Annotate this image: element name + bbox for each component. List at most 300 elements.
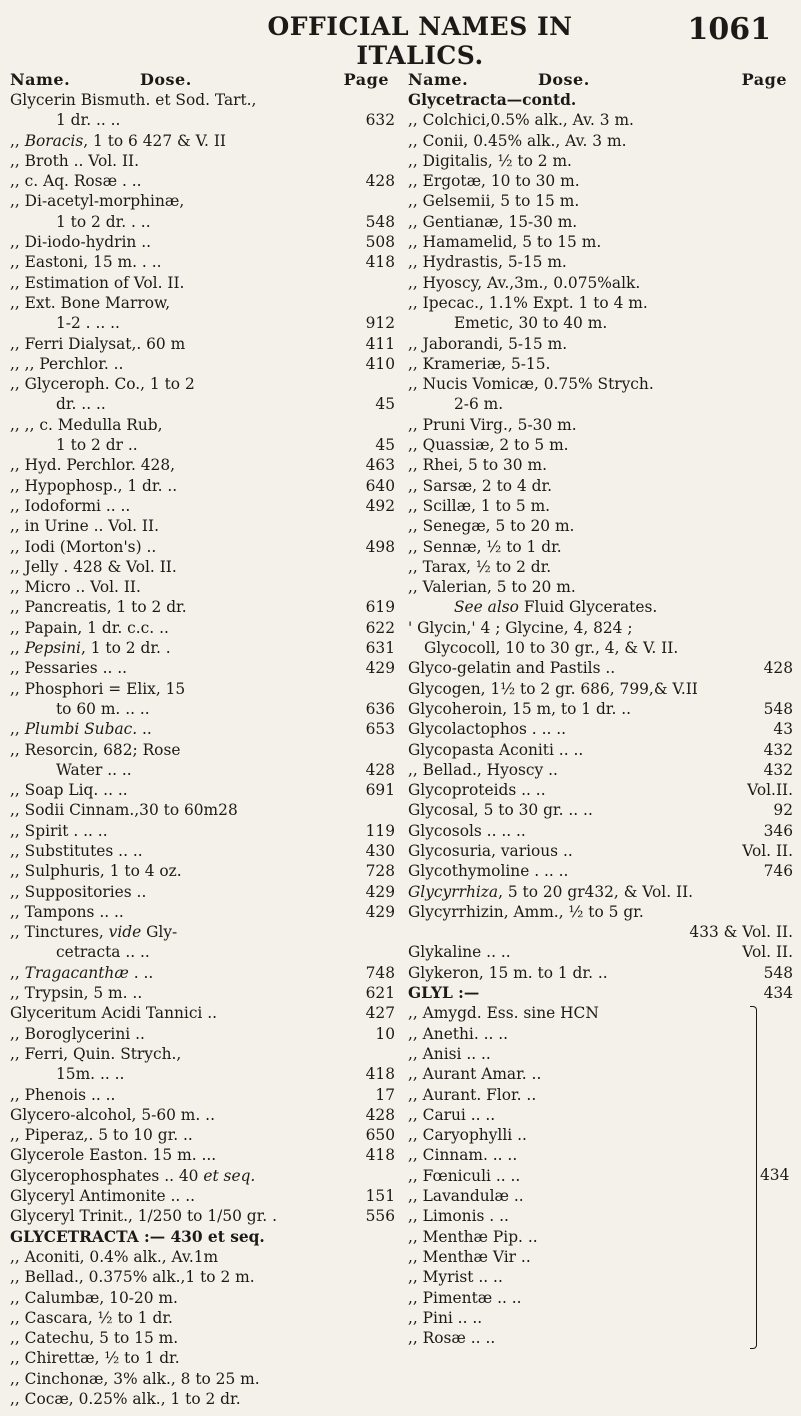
entry-page: 556 bbox=[365, 1207, 395, 1226]
entry-text: ,, Spirit . .. .. bbox=[10, 821, 108, 840]
entry-text: ' Glycin,' 4 ; Glycine, 4, 824 ; bbox=[408, 618, 633, 637]
entry-text: ,, Ergotæ, 10 to 30 m. bbox=[408, 172, 580, 191]
index-entry bbox=[408, 963, 793, 983]
entry-page: 411 bbox=[365, 334, 395, 353]
entry-text: Glycosols .. .. .. bbox=[408, 821, 526, 840]
entry-page: 346 bbox=[763, 821, 793, 840]
right-entries bbox=[408, 90, 793, 1348]
entry-text: ,, Myrist .. .. bbox=[408, 1268, 503, 1287]
entry-text: Glycyrrhiza, 5 to 20 gr432, & Vol. II. bbox=[408, 882, 694, 901]
index-entry bbox=[10, 679, 395, 699]
entry-page: Vol.II. bbox=[747, 781, 793, 800]
entry-text: ,, Colchici,0.5% alk., Av. 3 m. bbox=[408, 111, 634, 130]
index-entry bbox=[408, 699, 793, 719]
index-entry bbox=[10, 699, 395, 719]
entry-page: 428 bbox=[365, 760, 395, 779]
entry-text: Glycoheroin, 15 m, to 1 dr. .. bbox=[408, 699, 632, 718]
entry-text: Glyceryl Trinit., 1/250 to 1/50 gr. . bbox=[10, 1207, 277, 1226]
italic-name: See also bbox=[454, 598, 519, 617]
entry-text: See also Fluid Glycerates. bbox=[454, 598, 658, 617]
entry-text: ,, in Urine .. Vol. II. bbox=[10, 517, 159, 536]
index-entry bbox=[408, 334, 793, 354]
index-entry bbox=[408, 1227, 793, 1247]
entry-text: ,, ,, Perchlor. .. bbox=[10, 354, 124, 373]
index-entry bbox=[10, 1206, 395, 1226]
index-entry bbox=[408, 1308, 793, 1328]
entry-text: ,, Pruni Virg., 5-30 m. bbox=[408, 415, 577, 434]
entry-text: ,, Tampons .. .. bbox=[10, 902, 124, 921]
entry-text: ,, Suppositories .. bbox=[10, 882, 147, 901]
index-entry bbox=[10, 1044, 395, 1064]
left-column bbox=[10, 70, 395, 1409]
index-entry bbox=[10, 1308, 395, 1328]
index-entry bbox=[408, 577, 793, 597]
italic-name: Pepsini bbox=[24, 639, 81, 658]
index-entry bbox=[10, 110, 395, 130]
glyl-bracket-page: 434 bbox=[760, 1165, 790, 1184]
index-entry bbox=[10, 618, 395, 638]
entry-page: 640 bbox=[365, 476, 395, 495]
entry-page: 434 bbox=[763, 984, 793, 1003]
entry-text: ,, Cascara, ½ to 1 dr. bbox=[10, 1308, 173, 1327]
page-number: 1061 bbox=[687, 12, 771, 47]
entry-text: ,, Nucis Vomicæ, 0.75% Strych. bbox=[408, 375, 654, 394]
index-entry bbox=[10, 942, 395, 962]
index-entry bbox=[10, 861, 395, 881]
entry-text: ,, Limonis . .. bbox=[408, 1207, 509, 1226]
index-entry bbox=[408, 273, 793, 293]
entry-text: ,, Rosæ .. .. bbox=[408, 1329, 496, 1348]
entry-text: 1 to 2 dr. . .. bbox=[56, 212, 151, 231]
entry-text: ,, Aurant Amar. .. bbox=[408, 1065, 542, 1084]
index-entry bbox=[408, 638, 793, 658]
entry-text: Glycyrrhizin, Amm., ½ to 5 gr. bbox=[408, 902, 644, 921]
entry-text: ,, Senegæ, 5 to 20 m. bbox=[408, 517, 575, 536]
entry-text: ,, Micro .. Vol. II. bbox=[10, 578, 141, 597]
entry-text: ,, Rhei, 5 to 30 m. bbox=[408, 456, 547, 475]
index-entry bbox=[10, 151, 395, 171]
entry-text: Glycerophosphates .. 40 et seq. bbox=[10, 1166, 256, 1185]
entry-text: ,, Pessaries .. .. bbox=[10, 659, 128, 678]
entry-text: ,, Pimentæ .. .. bbox=[408, 1288, 522, 1307]
entry-page: 636 bbox=[365, 699, 395, 718]
entry-text: Emetic, 30 to 40 m. bbox=[454, 314, 608, 333]
entry-text: ,, Tarax, ½ to 2 dr. bbox=[408, 557, 552, 576]
entry-text: Glycolactophos . .. .. bbox=[408, 720, 567, 739]
index-entry bbox=[10, 476, 395, 496]
index-entry bbox=[10, 1328, 395, 1348]
glyl-bracket bbox=[750, 1006, 757, 1349]
entry-text: ,, Pancreatis, 1 to 2 dr. bbox=[10, 598, 187, 617]
entry-text: ,, Boracis, 1 to 6 427 & V. II bbox=[10, 131, 226, 150]
entry-text: ,, Estimation of Vol. II. bbox=[10, 273, 185, 292]
entry-page: Vol. II. bbox=[742, 841, 793, 860]
index-entry bbox=[10, 1105, 395, 1125]
index-entry bbox=[10, 1288, 395, 1308]
index-entry bbox=[10, 374, 395, 394]
entry-text: ,, c. Aq. Rosæ . .. bbox=[10, 172, 142, 191]
entry-page: 429 bbox=[365, 902, 395, 921]
entry-text: GLYL :— bbox=[408, 984, 480, 1003]
index-entry bbox=[408, 394, 793, 414]
entry-page: 17 bbox=[375, 1085, 395, 1104]
entry-text: Glycero-alcohol, 5-60 m. .. bbox=[10, 1105, 215, 1124]
index-entry bbox=[408, 597, 793, 617]
index-entry bbox=[10, 90, 395, 110]
entry-text: GLYCETRACTA :— 430 et seq. bbox=[10, 1227, 265, 1246]
entry-text: dr. .. .. bbox=[56, 395, 106, 414]
entry-text: ,, Sodii Cinnam.,30 to 60m28 bbox=[10, 801, 238, 820]
entry-text: Glycoproteids .. .. bbox=[408, 781, 546, 800]
index-entry bbox=[408, 516, 793, 536]
entry-text: ,, Lavandulæ .. bbox=[408, 1187, 524, 1206]
entry-page: 10 bbox=[375, 1024, 395, 1043]
index-entry bbox=[10, 740, 395, 760]
entry-page: 650 bbox=[365, 1126, 395, 1145]
entry-text: ,, Soap Liq. .. .. bbox=[10, 781, 128, 800]
index-entry bbox=[408, 110, 793, 130]
entry-text: ,, Sennæ, ½ to 1 dr. bbox=[408, 537, 562, 556]
entry-page: 151 bbox=[365, 1187, 395, 1206]
index-entry bbox=[10, 273, 395, 293]
index-entry bbox=[10, 780, 395, 800]
entry-text: ,, Hamamelid, 5 to 15 m. bbox=[408, 233, 602, 252]
entry-page: 428 bbox=[763, 659, 793, 678]
entry-page: 418 bbox=[365, 253, 395, 272]
entry-text: ,, Piperaz,. 5 to 10 gr. .. bbox=[10, 1126, 193, 1145]
index-entry bbox=[10, 557, 395, 577]
italic-name: Glycyrrhiza bbox=[408, 882, 499, 901]
index-entry bbox=[10, 537, 395, 557]
italic-name: Tragacanthæ bbox=[24, 963, 129, 982]
index-entry bbox=[408, 1186, 793, 1206]
index-entry bbox=[408, 191, 793, 211]
index-entry bbox=[408, 1247, 793, 1267]
index-entry bbox=[408, 922, 793, 942]
entry-text: ,, Krameriæ, 5-15. bbox=[408, 354, 551, 373]
entry-text: to 60 m. .. .. bbox=[56, 699, 150, 718]
index-entry bbox=[10, 821, 395, 841]
entry-text: 15m. .. .. bbox=[56, 1065, 125, 1084]
index-entry bbox=[10, 435, 395, 455]
index-entry bbox=[408, 1024, 793, 1044]
entry-text: ,, Plumbi Subac. .. bbox=[10, 720, 152, 739]
index-entry bbox=[408, 354, 793, 374]
index-entry bbox=[408, 537, 793, 557]
entry-text: ,, Cinchonæ, 3% alk., 8 to 25 m. bbox=[10, 1369, 260, 1388]
entry-page: 548 bbox=[763, 699, 793, 718]
entry-page: Vol. II. bbox=[742, 943, 793, 962]
entry-text: ,, Pini .. .. bbox=[408, 1308, 483, 1327]
index-entry bbox=[10, 516, 395, 536]
entry-text: ,, Pepsini, 1 to 2 dr. . bbox=[10, 639, 171, 658]
italic-name: et seq. bbox=[203, 1166, 256, 1185]
index-entry bbox=[408, 496, 793, 516]
index-entry bbox=[10, 232, 395, 252]
index-entry bbox=[408, 313, 793, 333]
entry-text: ,, Hyoscy, Av.,3m., 0.075%alk. bbox=[408, 273, 641, 292]
index-entry bbox=[408, 131, 793, 151]
entry-text: ,, Tragacanthæ . .. bbox=[10, 963, 154, 982]
entry-text: Glycosuria, various .. bbox=[408, 841, 573, 860]
entry-text: 1 dr. .. .. bbox=[56, 111, 121, 130]
index-entry bbox=[10, 638, 395, 658]
entry-text: ,, Tinctures, vide Gly- bbox=[10, 923, 178, 942]
header-dose: Dose. bbox=[140, 70, 192, 89]
column-header bbox=[408, 70, 793, 90]
column-header bbox=[10, 70, 395, 90]
index-entry bbox=[408, 1288, 793, 1308]
entry-text: ,, Di-iodo-hydrin .. bbox=[10, 233, 151, 252]
entry-text: ,, Phosphori = Elix, 15 bbox=[10, 679, 186, 698]
entry-page: 428 bbox=[365, 1105, 395, 1124]
entry-text: ,, Chirettæ, ½ to 1 dr. bbox=[10, 1349, 180, 1368]
index-entry bbox=[10, 963, 395, 983]
entry-text: ,, Conii, 0.45% alk., Av. 3 m. bbox=[408, 131, 627, 150]
entry-text: ,, Broth .. Vol. II. bbox=[10, 151, 140, 170]
index-entry bbox=[408, 1145, 793, 1165]
entry-page: 45 bbox=[375, 436, 395, 455]
entry-page: 432 bbox=[763, 760, 793, 779]
entry-text: ,, Iodi (Morton's) .. bbox=[10, 537, 157, 556]
index-entry bbox=[408, 1105, 793, 1125]
header-dose: Dose. bbox=[538, 70, 590, 89]
index-entry bbox=[408, 618, 793, 638]
entry-text: Glykeron, 15 m. to 1 dr. .. bbox=[408, 963, 608, 982]
entry-text: ,, Anethi. .. .. bbox=[408, 1024, 509, 1043]
entry-text: ,, Eastoni, 15 m. . .. bbox=[10, 253, 162, 272]
index-entry bbox=[408, 658, 793, 678]
index-entry bbox=[408, 90, 793, 110]
entry-page: 410 bbox=[365, 354, 395, 373]
entry-page: 748 bbox=[365, 963, 395, 982]
entry-text: ,, Ext. Bone Marrow, bbox=[10, 293, 171, 312]
entry-text: ,, Bellad., Hyoscy .. bbox=[408, 760, 558, 779]
entry-text: ,, Cinnam. .. .. bbox=[408, 1146, 518, 1165]
entry-text: Glycerole Easton. 15 m. ... bbox=[10, 1146, 217, 1165]
entry-text: ,, ,, c. Medulla Rub, bbox=[10, 415, 163, 434]
entry-text: ,, Sarsæ, 2 to 4 dr. bbox=[408, 476, 553, 495]
index-entry bbox=[10, 1267, 395, 1287]
index-entry bbox=[408, 1267, 793, 1287]
entry-page: 653 bbox=[365, 720, 395, 739]
index-entry bbox=[408, 151, 793, 171]
entry-text: Glycothymoline . .. .. bbox=[408, 862, 569, 881]
entry-page: 492 bbox=[365, 496, 395, 515]
entry-page: 432 bbox=[763, 740, 793, 759]
entry-text: Glycogen, 1½ to 2 gr. 686, 799,& V.II bbox=[408, 679, 698, 698]
index-entry bbox=[10, 760, 395, 780]
index-entry bbox=[10, 719, 395, 739]
index-entry bbox=[408, 760, 793, 780]
index-entry bbox=[10, 1003, 395, 1023]
index-entry bbox=[408, 821, 793, 841]
index-entry bbox=[10, 496, 395, 516]
entry-page: 691 bbox=[365, 781, 395, 800]
index-entry bbox=[10, 1064, 395, 1084]
entry-text: 1-2 . .. .. bbox=[56, 314, 120, 333]
entry-page: 429 bbox=[365, 659, 395, 678]
entry-text: ,, Ferri, Quin. Strych., bbox=[10, 1044, 182, 1063]
index-entry bbox=[10, 1389, 395, 1409]
index-entry bbox=[10, 252, 395, 272]
index-entry bbox=[10, 131, 395, 151]
entry-text: ,, Cocæ, 0.25% alk., 1 to 2 dr. bbox=[10, 1390, 241, 1408]
entry-page: 430 bbox=[365, 841, 395, 860]
entry-page: 631 bbox=[365, 639, 395, 658]
header-page: Page bbox=[741, 70, 787, 89]
index-entry bbox=[408, 902, 793, 922]
header-page: Page bbox=[343, 70, 389, 89]
index-entry bbox=[408, 1064, 793, 1084]
index-entry bbox=[408, 780, 793, 800]
index-entry bbox=[408, 557, 793, 577]
index-entry bbox=[10, 658, 395, 678]
entry-page: 912 bbox=[365, 314, 395, 333]
entry-text: Glycocoll, 10 to 30 gr., 4, & V. II. bbox=[424, 639, 679, 658]
entry-text: ,, Ipecac., 1.1% Expt. 1 to 4 m. bbox=[408, 293, 648, 312]
index-entry bbox=[10, 983, 395, 1003]
index-entry bbox=[10, 191, 395, 211]
entry-text: ,, Hyd. Perchlor. 428, bbox=[10, 456, 175, 475]
index-entry bbox=[408, 861, 793, 881]
index-entry bbox=[408, 983, 793, 1003]
entry-text: ,, Quassiæ, 2 to 5 m. bbox=[408, 436, 569, 455]
entry-text: ,, Hypophosp., 1 dr. .. bbox=[10, 476, 178, 495]
index-entry bbox=[10, 1166, 395, 1186]
entry-page: 92 bbox=[773, 801, 793, 820]
index-entry bbox=[10, 902, 395, 922]
entry-text: 433 & Vol. II. bbox=[689, 923, 793, 942]
entry-text: Glyceritum Acidi Tannici .. bbox=[10, 1004, 218, 1023]
index-entry bbox=[10, 394, 395, 414]
entry-text: Glycopasta Aconiti .. .. bbox=[408, 740, 584, 759]
entry-text: ,, Gentianæ, 15-30 m. bbox=[408, 212, 578, 231]
index-entry bbox=[10, 1125, 395, 1145]
entry-page: 43 bbox=[773, 720, 793, 739]
index-entry bbox=[408, 800, 793, 820]
entry-text: ,, Substitutes .. .. bbox=[10, 841, 143, 860]
index-entry bbox=[408, 1206, 793, 1226]
index-entry bbox=[10, 313, 395, 333]
index-entry bbox=[408, 1003, 793, 1023]
entry-text: ,, Boroglycerini .. bbox=[10, 1024, 145, 1043]
entry-text: ,, Hydrastis, 5-15 m. bbox=[408, 253, 567, 272]
index-entry bbox=[10, 1024, 395, 1044]
index-entry bbox=[408, 212, 793, 232]
entry-text: 2-6 m. bbox=[454, 395, 504, 414]
italic-name: Plumbi Subac. bbox=[24, 720, 138, 739]
index-entry bbox=[408, 679, 793, 699]
header-name: Name. bbox=[408, 70, 469, 89]
index-entry bbox=[408, 455, 793, 475]
header-name: Name. bbox=[10, 70, 71, 89]
index-entry bbox=[408, 1166, 793, 1186]
entry-text: ,, Resorcin, 682; Rose bbox=[10, 740, 181, 759]
index-entry bbox=[10, 212, 395, 232]
index-entry bbox=[10, 1369, 395, 1389]
index-entry bbox=[408, 171, 793, 191]
index-entry bbox=[408, 232, 793, 252]
index-entry bbox=[10, 577, 395, 597]
index-entry bbox=[10, 334, 395, 354]
index-entry bbox=[408, 1044, 793, 1064]
entry-text: ,, Catechu, 5 to 15 m. bbox=[10, 1329, 179, 1348]
entry-page: 429 bbox=[365, 882, 395, 901]
index-entry bbox=[10, 1247, 395, 1267]
entry-text: ,, Calumbæ, 10-20 m. bbox=[10, 1288, 178, 1307]
index-entry bbox=[10, 293, 395, 313]
entry-text: Water .. .. bbox=[56, 760, 132, 779]
entry-page: 621 bbox=[365, 984, 395, 1003]
entry-text: ,, Menthæ Pip. .. bbox=[408, 1227, 538, 1246]
entry-text: ,, Caryophylli .. bbox=[408, 1126, 527, 1145]
left-entries bbox=[10, 90, 395, 1409]
index-entry bbox=[408, 293, 793, 313]
index-entry bbox=[10, 1145, 395, 1165]
entry-text: ,, Iodoformi .. .. bbox=[10, 496, 131, 515]
index-entry bbox=[408, 942, 793, 962]
index-entry bbox=[10, 1227, 395, 1247]
entry-text: ,, Ferri Dialysat,. 60 m bbox=[10, 334, 186, 353]
entry-page: 463 bbox=[365, 456, 395, 475]
entry-text: ,, Di-acetyl-morphinæ, bbox=[10, 192, 185, 211]
entry-text: ,, Amygd. Ess. sine HCN bbox=[408, 1004, 599, 1023]
right-column bbox=[408, 70, 793, 1348]
entry-text: cetracta .. .. bbox=[56, 943, 150, 962]
entry-text: ,, Trypsin, 5 m. .. bbox=[10, 984, 143, 1003]
italic-name: vide bbox=[108, 923, 142, 942]
index-entry bbox=[408, 374, 793, 394]
index-entry bbox=[10, 1085, 395, 1105]
entry-text: ,, Aurant. Flor. .. bbox=[408, 1085, 537, 1104]
entry-page: 45 bbox=[375, 395, 395, 414]
entry-page: 428 bbox=[365, 172, 395, 191]
index-entry bbox=[10, 415, 395, 435]
entry-text: ,, Sulphuris, 1 to 4 oz. bbox=[10, 862, 182, 881]
page-header bbox=[0, 12, 801, 70]
entry-text: ,, Jelly . 428 & Vol. II. bbox=[10, 557, 177, 576]
entry-text: ,, Glyceroph. Co., 1 to 2 bbox=[10, 375, 195, 394]
entry-page: 548 bbox=[365, 212, 395, 231]
index-entry bbox=[408, 252, 793, 272]
index-entry bbox=[10, 455, 395, 475]
entry-text: ,, Phenois .. .. bbox=[10, 1085, 116, 1104]
entry-text: ,, Digitalis, ½ to 2 m. bbox=[408, 151, 572, 170]
entry-text: ,, Scillæ, 1 to 5 m. bbox=[408, 496, 551, 515]
index-entry bbox=[408, 740, 793, 760]
index-entry bbox=[10, 354, 395, 374]
index-entry bbox=[408, 415, 793, 435]
index-entry bbox=[10, 1348, 395, 1368]
entry-text: ,, Carui .. .. bbox=[408, 1105, 496, 1124]
index-entry bbox=[408, 435, 793, 455]
entry-text: ,, Aconiti, 0.4% alk., Av.1m bbox=[10, 1247, 219, 1266]
entry-page: 418 bbox=[365, 1065, 395, 1084]
index-entry bbox=[408, 882, 793, 902]
entry-text: Glycosal, 5 to 30 gr. .. .. bbox=[408, 801, 593, 820]
index-entry bbox=[408, 1125, 793, 1145]
index-entry bbox=[10, 800, 395, 820]
entry-page: 418 bbox=[365, 1146, 395, 1165]
entry-text: ,, Gelsemii, 5 to 15 m. bbox=[408, 192, 580, 211]
entry-text: ,, Anisi .. .. bbox=[408, 1044, 491, 1063]
entry-page: 728 bbox=[365, 862, 395, 881]
entry-text: ,, Valerian, 5 to 20 m. bbox=[408, 578, 576, 597]
index-entry bbox=[10, 171, 395, 191]
entry-text: ,, Papain, 1 dr. c.c. .. bbox=[10, 618, 169, 637]
entry-text: Glycetracta—contd. bbox=[408, 91, 577, 109]
